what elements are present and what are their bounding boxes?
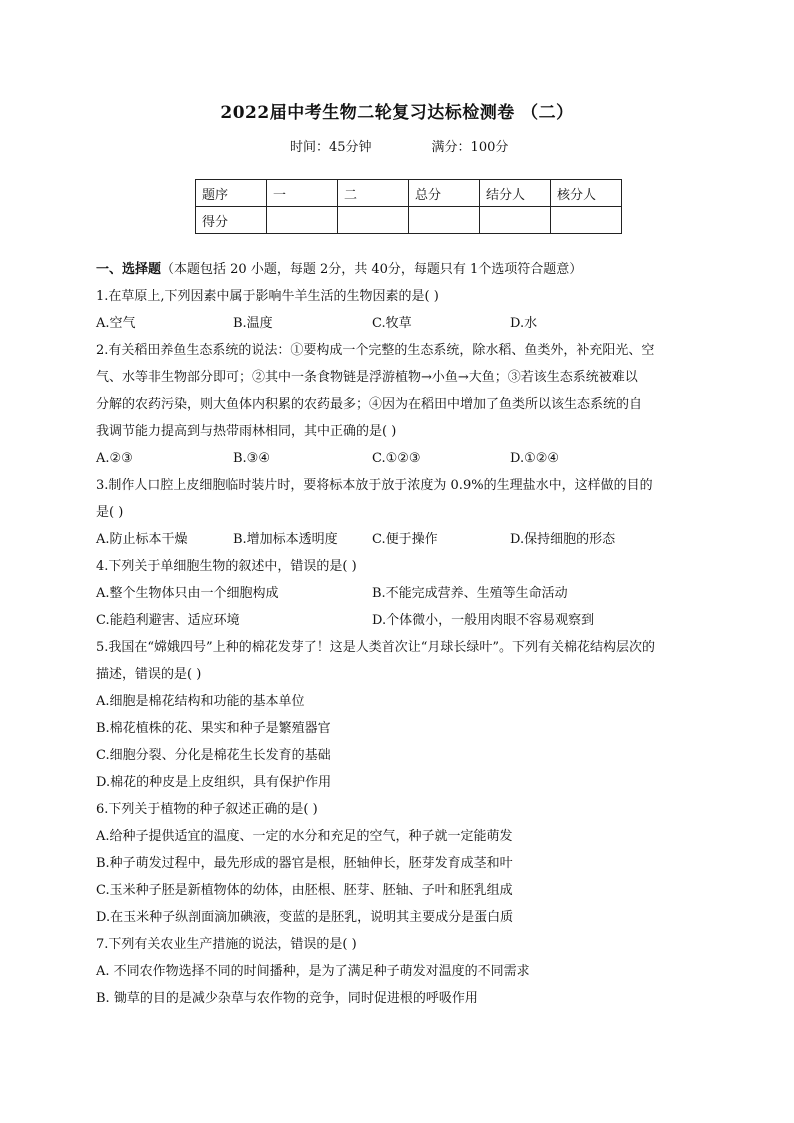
question-7-stem: 7.下列有关农业生产措施的说法，错误的是( ): [96, 937, 357, 952]
option[interactable]: A.空气: [96, 316, 136, 331]
section-title: 一、选择题: [96, 262, 162, 277]
score-table-cell: 核分人: [551, 180, 622, 207]
question-2-options: [96, 445, 716, 472]
question-2-stem-line: 气、水等非生物部分即可；②其中一条食物链是浮游植物→小鱼→大鱼；③若该生态系统被难以: [96, 370, 638, 385]
option[interactable]: D.在玉米种子纵剖面滴加碘液，变蓝的是胚乳，说明其主要成分是蛋白质: [96, 910, 514, 925]
option[interactable]: A.细胞是棉花结构和功能的基本单位: [96, 694, 305, 709]
question-4-stem: 4.下列关于单细胞生物的叙述中，错误的是( ): [96, 559, 357, 574]
score-blank-cell[interactable]: [409, 207, 480, 234]
score-blank-cell[interactable]: [338, 207, 409, 234]
score-table-score-row: [196, 207, 622, 234]
option[interactable]: A. 不同农作物选择不同的时间播种，是为了满足种子萌发对温度的不同需求: [96, 964, 530, 979]
question-3-stem-line: 是( ): [96, 505, 124, 520]
question-3-stem-line: 3.制作人口腔上皮细胞临时装片时，要将标本放于放于浓度为 0.9%的生理盐水中，这样做的目的: [96, 478, 653, 493]
question-6-stem: 6.下列关于植物的种子叙述正确的是( ): [96, 802, 318, 817]
option[interactable]: D.个体微小，一般用肉眼不容易观察到: [372, 613, 595, 628]
score-blank-cell[interactable]: [480, 207, 551, 234]
option[interactable]: B.种子萌发过程中，最先形成的器官是根，胚轴伸长，胚芽发育成茎和叶: [96, 856, 513, 871]
option[interactable]: C.①②③: [372, 451, 421, 466]
option[interactable]: B.增加标本透明度: [233, 532, 338, 547]
question-1-options: [96, 310, 716, 337]
question-5-stem-line: 描述，错误的是( ): [96, 667, 202, 682]
score-table-cell: 结分人: [480, 180, 551, 207]
option[interactable]: A.防止标本干燥: [96, 532, 188, 547]
score-blank-cell[interactable]: [551, 207, 622, 234]
option[interactable]: B.不能完成营养、生殖等生命活动: [372, 586, 568, 601]
option[interactable]: C.能趋利避害、适应环境: [96, 613, 240, 628]
section-note: （本题包括 20 小题，每题 2分，共 40分，每题只有 1个选项符合题意）: [161, 262, 583, 277]
question-4-options-row: [96, 580, 716, 607]
question-2-stem-line: 我调节能力提高到与热带雨林相同，其中正确的是( ): [96, 424, 397, 439]
option[interactable]: C.便于操作: [372, 532, 438, 547]
score-table-cell: 二: [338, 180, 409, 207]
option[interactable]: A.给种子提供适宜的温度、一定的水分和充足的空气，种子就一定能萌发: [96, 829, 513, 844]
option[interactable]: C.玉米种子胚是新植物体的幼体，由胚根、胚芽、胚轴、子叶和胚乳组成: [96, 883, 513, 898]
exam-meta: [290, 136, 508, 155]
option[interactable]: B.棉花植株的花、果实和种子是繁殖器官: [96, 721, 331, 736]
option[interactable]: C.细胞分裂、分化是棉花生长发育的基础: [96, 748, 331, 763]
question-2-stem-line: 2.有关稻田养鱼生态系统的说法：①要构成一个完整的生态系统，除水稻、鱼类外，补充阳光、空: [96, 343, 655, 358]
option[interactable]: A.②③: [96, 451, 133, 466]
option[interactable]: B. 锄草的目的是减少杂草与农作物的竞争，同时促进根的呼吸作用: [96, 991, 478, 1006]
time-label: 时间：45分钟: [290, 140, 372, 155]
option[interactable]: D.水: [510, 316, 538, 331]
question-5-stem-line: 5.我国在“嫦娥四号”上种的棉花发芽了！这是人类首次让“月球长绿叶”。下列有关棉花结构层次的: [96, 640, 655, 655]
option[interactable]: C.牧草: [372, 316, 412, 331]
question-2-stem-line: 分解的农药污染，则大鱼体内积累的农药最多；④因为在稻田中增加了鱼类所以该生态系统的自: [96, 397, 643, 412]
option[interactable]: B.③④: [233, 451, 270, 466]
score-table-cell: 题序: [196, 180, 267, 207]
score-table-header-row: [196, 180, 622, 207]
page-title: 2022届中考生物二轮复习达标检测卷 （二）: [220, 103, 574, 123]
option[interactable]: B.温度: [233, 316, 273, 331]
score-table-cell: 得分: [196, 207, 267, 234]
option[interactable]: A.整个生物体只由一个细胞构成: [96, 586, 279, 601]
score-table: [195, 179, 622, 234]
option[interactable]: D.保持细胞的形态: [510, 532, 616, 547]
section-heading: [96, 256, 706, 283]
score-table-cell: 总分: [409, 180, 480, 207]
score-label: 满分：100分: [431, 140, 509, 155]
option[interactable]: D.棉花的种皮是上皮组织，具有保护作用: [96, 775, 332, 790]
question-1-stem: 1.在草原上,下列因素中属于影响牛羊生活的生物因素的是( ): [96, 289, 439, 304]
option[interactable]: D.①②④: [510, 451, 560, 466]
question-3-options: [96, 526, 716, 553]
question-4-options-row: [96, 607, 716, 634]
score-table-cell: 一: [267, 180, 338, 207]
score-blank-cell[interactable]: [267, 207, 338, 234]
